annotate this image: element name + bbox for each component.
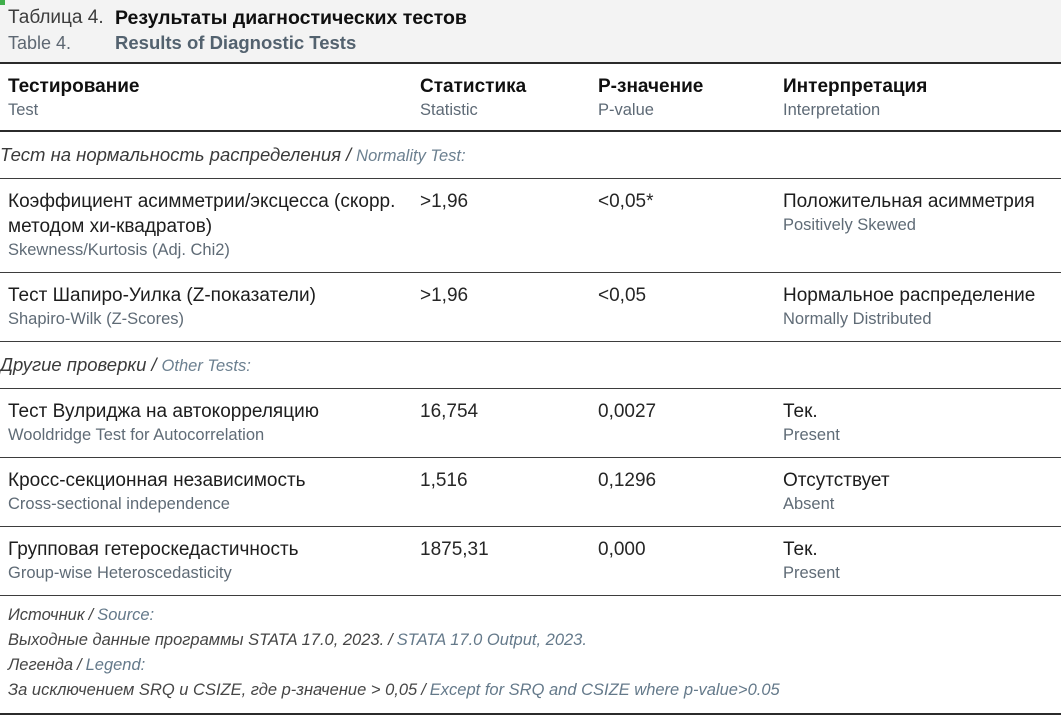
header-statistic-en: Statistic xyxy=(420,101,478,119)
table-footer xyxy=(0,596,1061,703)
header-test-ru: Тестирование xyxy=(8,76,140,97)
statistic-value: 1875,31 xyxy=(420,539,489,560)
slash-separator: / xyxy=(388,631,393,649)
interpretation-en: Absent xyxy=(783,495,835,513)
source-label-en: Source: xyxy=(97,606,155,624)
test-name-ru: Коэффициент асимметрии/эксцесса (скорр. методом хи-квадратов) xyxy=(8,191,396,237)
interpretation-ru: Тек. xyxy=(783,401,818,422)
pvalue-value: <0,05 xyxy=(598,285,647,306)
slash-separator: / xyxy=(421,681,426,699)
interpretation-cell xyxy=(783,283,1057,330)
test-cell xyxy=(8,468,420,515)
interpretation-ru: Отсутствует xyxy=(783,470,890,491)
header-pvalue xyxy=(598,74,783,121)
table-row-skewness xyxy=(0,179,1061,273)
statistic-value: 1,516 xyxy=(420,470,468,491)
section-header-other-tests xyxy=(0,342,1061,389)
caption-title-en: Results of Diagnostic Tests xyxy=(115,32,357,53)
table-caption xyxy=(0,0,1061,64)
header-test xyxy=(8,74,420,121)
pvalue-value: <0,05* xyxy=(598,191,654,212)
footer-source-text xyxy=(8,628,1057,653)
interpretation-en: Positively Skewed xyxy=(783,216,916,234)
test-cell xyxy=(8,283,420,330)
footer-legend-text xyxy=(8,678,1057,703)
legend-label-ru: Легенда xyxy=(8,656,73,674)
caption-title-ru: Результаты диагностических тестов xyxy=(115,7,467,29)
pvalue-value: 0,1296 xyxy=(598,470,657,491)
header-interpretation xyxy=(783,74,1057,121)
test-name-en: Wooldridge Test for Autocorrelation xyxy=(8,426,265,444)
test-cell xyxy=(8,537,420,584)
interpretation-en: Present xyxy=(783,426,840,444)
footer-source-label xyxy=(8,603,1057,628)
slash-separator: / xyxy=(151,354,157,375)
interpretation-cell xyxy=(783,189,1057,261)
slash-separator: / xyxy=(88,606,94,624)
interpretation-ru: Нормальное распределение xyxy=(783,285,1036,306)
test-cell xyxy=(8,189,420,261)
test-name-ru: Групповая гетероскедастичность xyxy=(8,539,299,560)
test-name-en: Group-wise Heteroscedasticity xyxy=(8,564,232,582)
interpretation-cell xyxy=(783,537,1057,584)
statistic-value: >1,96 xyxy=(420,285,469,306)
legend-label-en: Legend: xyxy=(85,656,146,674)
statistic-value: >1,96 xyxy=(420,191,469,212)
legend-text-ru: За исключением SRQ и CSIZE, где p-значение > 0,05 xyxy=(8,681,418,699)
pvalue-value: 0,000 xyxy=(598,539,646,560)
header-interpretation-en: Interpretation xyxy=(783,101,881,119)
source-label-ru: Источник xyxy=(8,606,85,624)
table-row-cross-sectional xyxy=(0,458,1061,527)
interpretation-en: Normally Distributed xyxy=(783,310,932,328)
header-interpretation-ru: Интерпретация xyxy=(783,76,928,97)
interpretation-ru: Тек. xyxy=(783,539,818,560)
test-name-en: Skewness/Kurtosis (Adj. Chi2) xyxy=(8,241,230,259)
green-corner-mark xyxy=(0,0,5,5)
section-title-en: Normality Test: xyxy=(356,147,466,165)
header-statistic xyxy=(420,74,598,121)
interpretation-en: Present xyxy=(783,564,840,582)
interpretation-cell xyxy=(783,468,1057,515)
slash-separator: / xyxy=(346,144,352,165)
test-name-ru: Тест Вулриджа на автокорреляцию xyxy=(8,401,319,422)
test-name-en: Shapiro-Wilk (Z-Scores) xyxy=(8,310,185,328)
header-pvalue-en: P-value xyxy=(598,101,654,119)
header-pvalue-ru: P-значение xyxy=(598,76,704,97)
header-statistic-ru: Статистика xyxy=(420,76,527,97)
header-test-en: Test xyxy=(8,101,39,119)
caption-label-ru: Таблица 4. xyxy=(8,7,104,28)
source-text-ru: Выходные данные программы STATA 17.0, 2023. xyxy=(8,631,385,649)
table-row-shapiro-wilk xyxy=(0,273,1061,342)
legend-text-en: Except for SRQ and CSIZE where p-value>0.05 xyxy=(429,681,780,699)
footer-legend-label xyxy=(8,653,1057,678)
test-name-en: Cross-sectional independence xyxy=(8,495,230,513)
section-title-en: Other Tests: xyxy=(161,357,251,375)
interpretation-cell xyxy=(783,399,1057,446)
table-header-row xyxy=(0,64,1061,132)
statistic-value: 16,754 xyxy=(420,401,479,422)
section-title-ru: Другие проверки xyxy=(0,354,147,375)
source-text-en: STATA 17.0 Output, 2023. xyxy=(396,631,587,649)
interpretation-ru: Положительная асимметрия xyxy=(783,191,1035,212)
test-cell xyxy=(8,399,420,446)
test-name-ru: Тест Шапиро-Уилка (Z-показатели) xyxy=(8,285,316,306)
caption-label-en: Table 4. xyxy=(8,33,72,53)
section-title-ru: Тест на нормальность распределения xyxy=(0,144,342,165)
pvalue-value: 0,0027 xyxy=(598,401,657,422)
slash-separator: / xyxy=(77,656,82,674)
table-row-wooldridge xyxy=(0,389,1061,458)
table-row-heteroscedasticity xyxy=(0,527,1061,596)
test-name-ru: Кросс-секционная независимость xyxy=(8,470,306,491)
section-header-normality xyxy=(0,132,1061,179)
